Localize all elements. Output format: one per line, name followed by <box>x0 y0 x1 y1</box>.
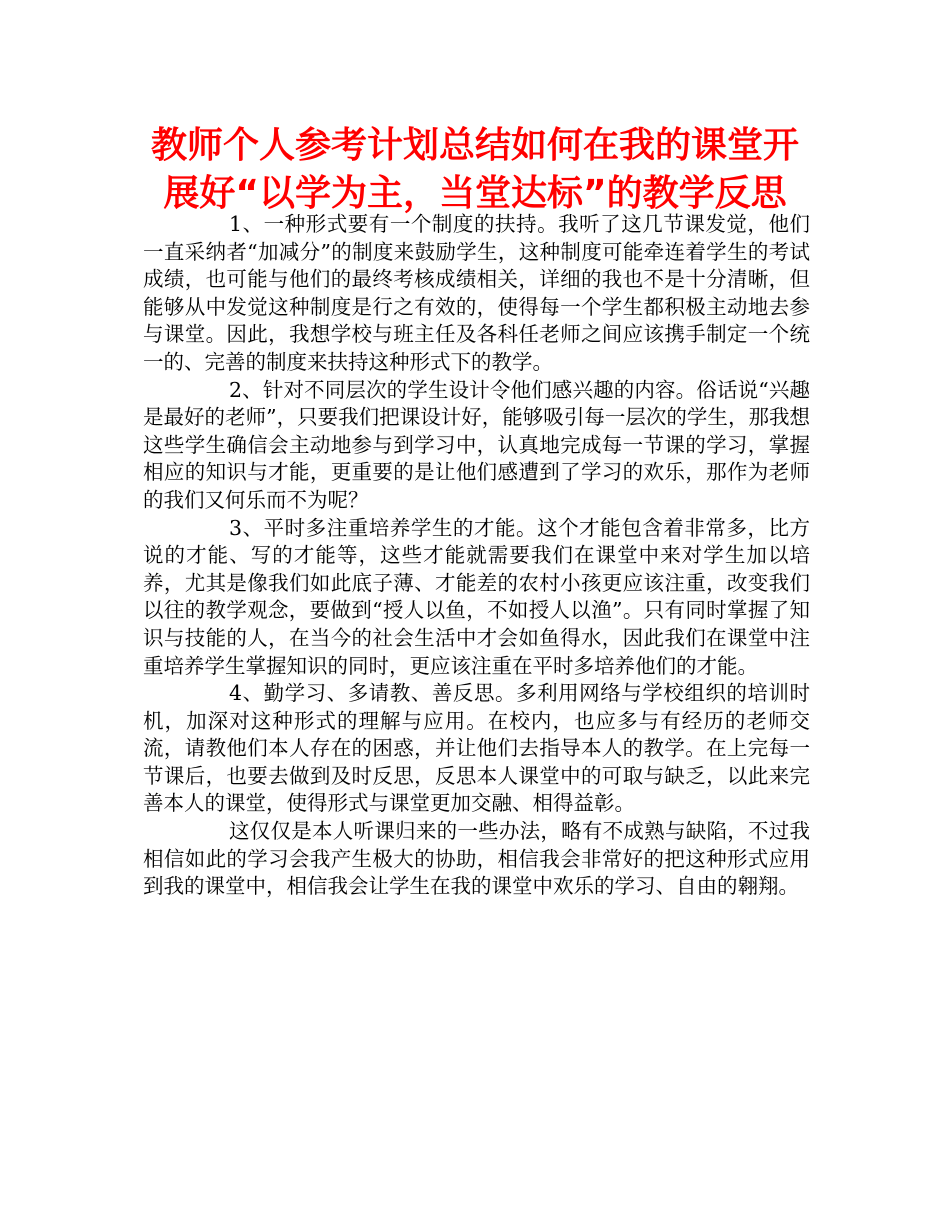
paragraph-1: 1、一种形式要有一个制度的扶持。我听了这几节课发觉，他们一直采纳者“加减分”的制度来鼓励学生，这种制度可能牵连着学生的考试成绩，也可能与他们的最终考核成绩相关，详细的我也不是十分清晰，但能够从中发觉这种制度是行之有效的，使得每一个学生都积极主动地去参与课堂。因此，我想学校与班主任及各科任老师之间应该携手制定一个统一的、完善的制度来扶持这种形式下的教学。 <box>143 212 810 374</box>
paragraph-3: 3、平时多注重培养学生的才能。这个才能包含着非常多，比方说的才能、写的才能等，这些才能就需要我们在课堂中来对学生加以培养，尤其是像我们如此底子薄、才能差的农村小孩更应该注重，改变我们以往的教学观念，要做到“授人以鱼，不如授人以渔”。只有同时掌握了知识与技能的人，在当今的社会生活中才会如鱼得水，因此我们在课堂中注重培养学生掌握知识的同时，更应该注重在平时多培养他们的才能。 <box>143 515 810 678</box>
document-title: 教师个人参考计划总结如何在我的课堂开展好“以学为主，当堂达标”的教学反思 <box>150 125 799 214</box>
paragraph-5: 这仅仅是本人听课归来的一些办法，略有不成熟与缺陷，不过我相信如此的学习会我产生极大的协助，相信我会非常好的把这种形式应用到我的课堂中，相信我会让学生在我的课堂中欢乐的学习、自由的翱翔。 <box>143 819 810 899</box>
document-body <box>143 211 810 901</box>
paragraph-4: 4、勤学习、多请教、善反思。多利用网络与学校组织的培训时机，加深对这种形式的理解与应用。在校内，也应多与有经历的老师交流，请教他们本人存在的困惑，并让他们去指导本人的教学。在上完每一节课后，也要去做到及时反思，反思本人课堂中的可取与缺乏，以此来完善本人的课堂，使得形式与课堂更加交融、相得益彰。 <box>143 681 810 816</box>
paragraph-2: 2、针对不同层次的学生设计令他们感兴趣的内容。俗话说“兴趣是最好的老师”，只要我们把课设计好，能够吸引每一层次的学生，那我想这些学生确信会主动地参与到学习中，认真地完成每一节课的学习，掌握相应的知识与才能，更重要的是让他们感遭到了学习的欢乐，那作为老师的我们又何乐而不为呢？ <box>143 377 810 512</box>
